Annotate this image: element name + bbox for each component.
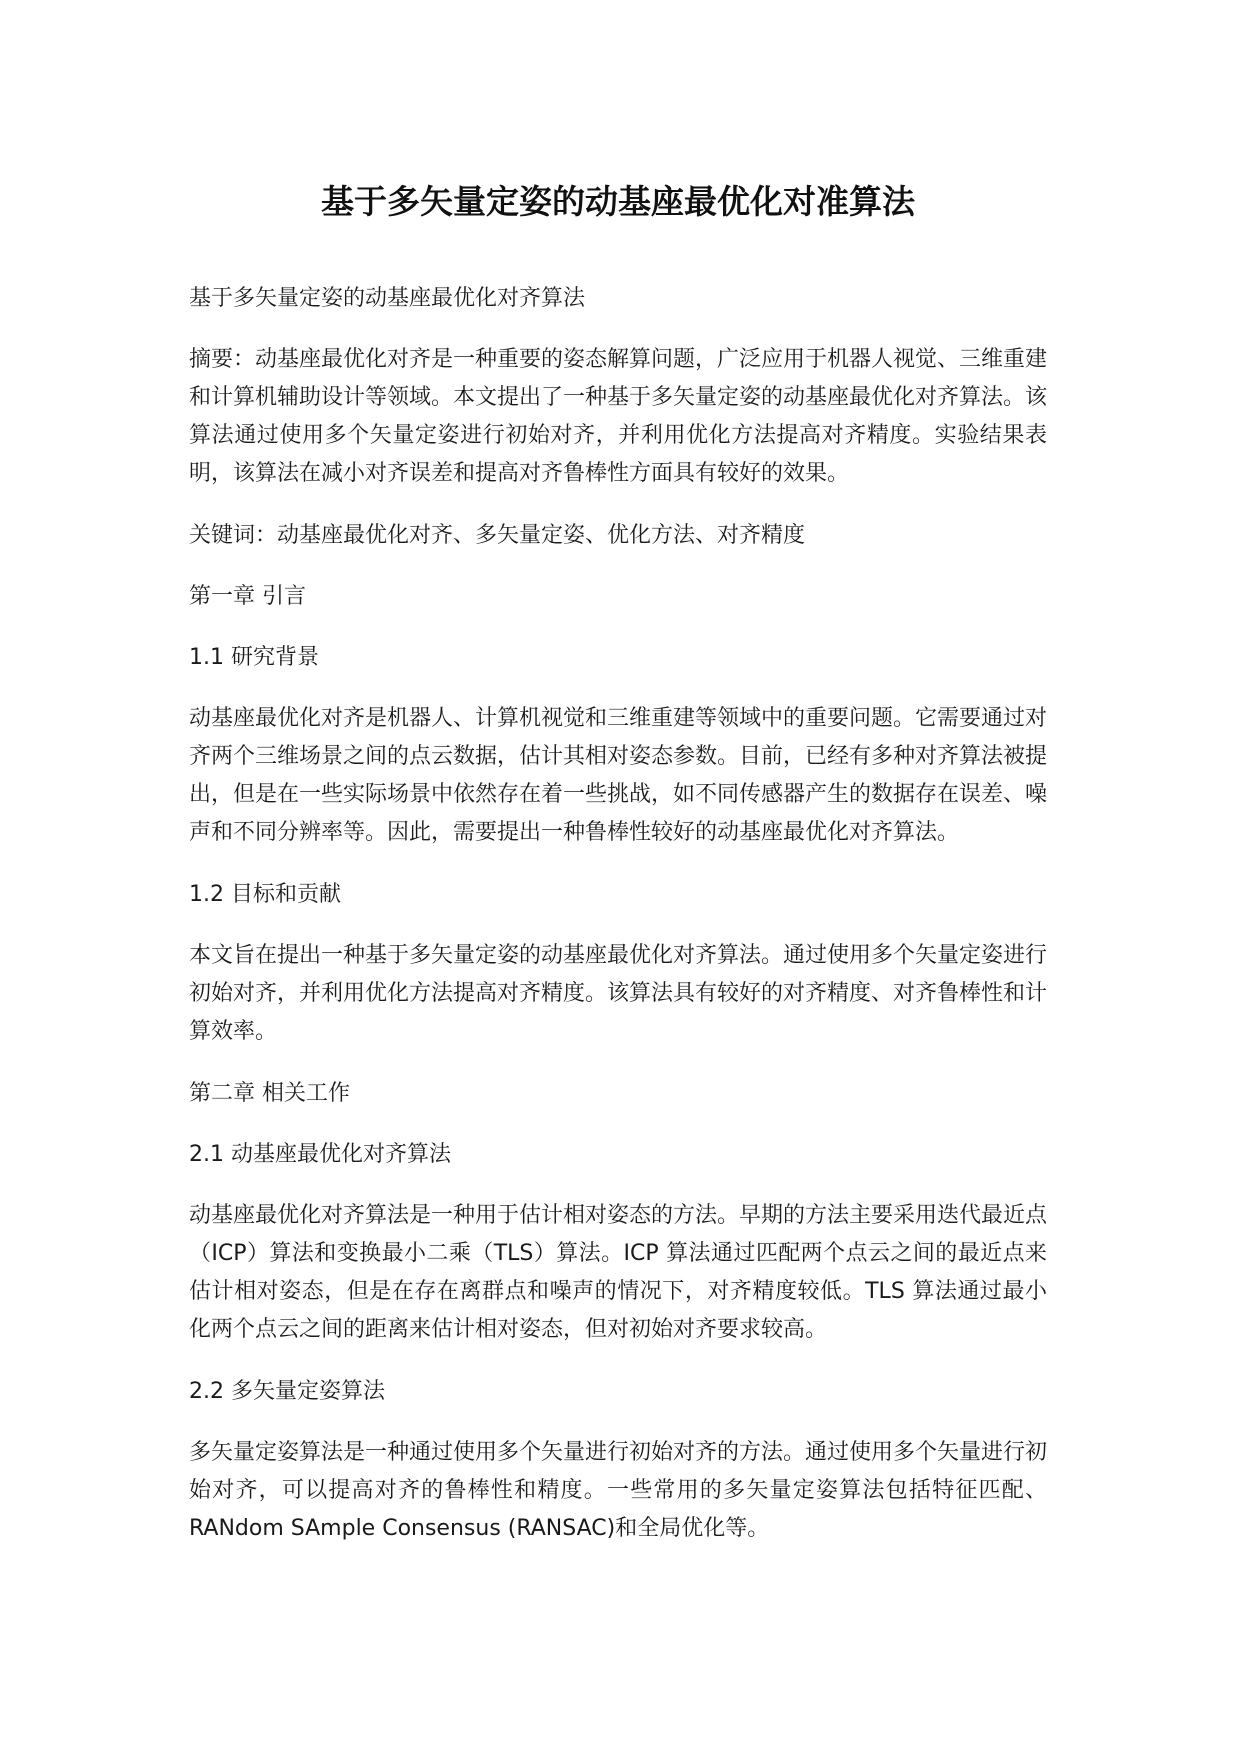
chapter-2-heading: 第二章 相关工作 bbox=[189, 1081, 350, 1106]
document-body bbox=[189, 280, 1047, 1572]
section-2-1-paragraph: 动基座最优化对齐算法是一种用于估计相对姿态的方法。早期的方法主要采用迭代最近点（ICP）算法和变换最小二乘（TLS）算法。ICP 算法通过匹配两个点云之间的最近点来估计相对姿态，但是在存在离群点和噪声的情况下，对齐精度较低。TLS 算法通过最小化两个点云之间的距离来估计相对姿态，但对初始对齐要求较高。 bbox=[189, 1203, 1048, 1342]
document-page bbox=[189, 0, 1047, 1754]
keywords-line: 关键词：动基座最优化对齐、多矢量定姿、优化方法、对齐精度 bbox=[189, 523, 806, 548]
section-2-2-heading: 2.2 多矢量定姿算法 bbox=[189, 1379, 385, 1404]
chapter-1-heading: 第一章 引言 bbox=[189, 584, 306, 609]
section-1-1-heading: 1.1 研究背景 bbox=[189, 645, 319, 670]
section-1-1-paragraph: 动基座最优化对齐是机器人、计算机视觉和三维重建等领域中的重要问题。它需要通过对齐两个三维场景之间的点云数据，估计其相对姿态参数。目前，已经有多种对齐算法被提出，但是在一些实际场景中依然存在着一些挑战，如不同传感器产生的数据存在误差、噪声和不同分辨率等。因此，需要提出一种鲁棒性较好的动基座最优化对齐算法。 bbox=[189, 706, 1048, 845]
section-2-2-paragraph: 多矢量定姿算法是一种通过使用多个矢量进行初始对齐的方法。通过使用多个矢量进行初始对齐，可以提高对齐的鲁棒性和精度。一些常用的多矢量定姿算法包括特征匹配、RANdom SAmple Consensus (RANSAC)和全局优化等。 bbox=[189, 1440, 1048, 1541]
document-title: 基于多矢量定姿的动基座最优化对准算法 bbox=[321, 182, 915, 221]
abstract-paragraph: 摘要：动基座最优化对齐是一种重要的姿态解算问题，广泛应用于机器人视觉、三维重建和计算机辅助设计等领域。本文提出了一种基于多矢量定姿的动基座最优化对齐算法。该算法通过使用多个矢量定姿进行初始对齐，并利用优化方法提高对齐精度。实验结果表明，该算法在减小对齐误差和提高对齐鲁棒性方面具有较好的效果。 bbox=[189, 347, 1048, 486]
section-1-2-heading: 1.2 目标和贡献 bbox=[189, 882, 341, 907]
section-2-1-heading: 2.1 动基座最优化对齐算法 bbox=[189, 1142, 451, 1167]
document-subtitle: 基于多矢量定姿的动基座最优化对齐算法 bbox=[189, 286, 586, 311]
section-1-2-paragraph: 本文旨在提出一种基于多矢量定姿的动基座最优化对齐算法。通过使用多个矢量定姿进行初始对齐，并利用优化方法提高对齐精度。该算法具有较好的对齐精度、对齐鲁棒性和计算效率。 bbox=[189, 943, 1048, 1044]
